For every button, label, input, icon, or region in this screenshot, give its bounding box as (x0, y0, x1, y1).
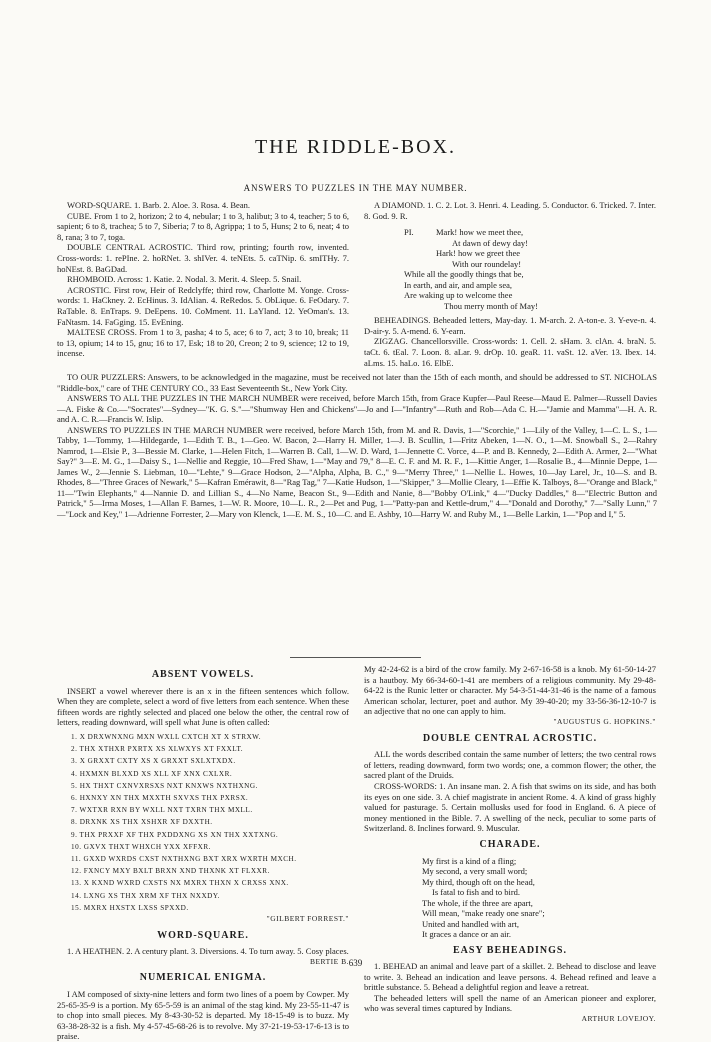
absent-vowels-author: "GILBERT FORREST." (266, 914, 349, 924)
numerical-enigma-text: I AM composed of sixty-nine letters and form two lines of a poem by Cowper. My 25-65-35-9 is a portion. My 65-5-59 is an animal of the stag kind. My 23-55-11-47 is to chop into small pieces. My 8-43-30-52 is departed. My 18-15-49 is to buzz. My 63-38-28-32 is a fish. My 4-57-45-68-26 is to revolve. My 37-21-19-53-17-6-13 is to praise. (57, 988, 349, 1042)
absent-vowels-list (57, 731, 349, 914)
easy-beheadings-heading: EASY BEHEADINGS. (453, 944, 567, 956)
list-item: 4. HXMXN BLXXD XS XLL XF XNX CXLXR. (71, 769, 233, 778)
answers-left-column (57, 200, 349, 359)
list-item: 9. THX PRXXF XF THX PXDDXNG XS XN THX XXTXNG. (71, 830, 279, 839)
pi-line: Hark! how we greet thee (436, 248, 521, 259)
list-item: 13. X KXND WXRD CXSTS NX MXRX THXN X CRXSS XNX. (71, 879, 289, 888)
list-item: 12. FXNCY MXY BXLT BRXN XND THXNK XT FLXXR. (71, 867, 270, 876)
absent-vowels-heading: ABSENT VOWELS. (151, 669, 255, 680)
list-item: 10. GXVX THXT WHXCH YXX XFFXR. (71, 842, 211, 851)
charade-line: United and handled with art, (422, 918, 520, 929)
page-title: THE RIDDLE-BOX. (254, 136, 457, 158)
pi-line: In earth, and air, and ample sea, (404, 279, 512, 290)
numerical-enigma-heading: NUMERICAL ENIGMA. (139, 972, 267, 984)
charade-line: Is fatal to fish and to bird. (432, 887, 521, 897)
word-square-text: 1. A HEATHEN. 2. A century plant. 3. Diversions. 4. To turn away. 5. Cosy places. (67, 946, 349, 957)
answer-cube: CUBE. From 1 to 2, horizon; 2 to 4, nebular; 1 to 3, halibut; 3 to 4, teacher; 5 to 6, sapient; 6 to 8, trachea; 5 to 7, Siberia; 7 to 8, Agrippa; 1 to 5, Huns; 2 to 6, neat; 4 to 8, rana; 3 to 7, toga. (57, 210, 349, 242)
easy-beheadings-text: 1. BEHEAD an animal and leave part of a skillet. 2. Behead to disclose and leave to write. 3. Behead an indication and leave persons. 4. Behead refined and leave a brittle substance. 5. Behead a delightful region and leave a retreat. (364, 961, 656, 993)
pi-line: Mark! how we meet thee, (436, 227, 524, 238)
pi-label: PI. (404, 227, 414, 238)
list-item: 14. LXNG XS THX XRM XF THX NXXDY. (71, 891, 220, 900)
notices (57, 372, 657, 519)
all-puzzles-answers: ANSWERS TO ALL THE PUZZLES IN THE MARCH NUMBER were received, before March 15th, from Grace Kupfer—Paul Reese—Maud E. Palmer—Russell Davies—A. Fiske & Co.—"Socrates"—Sydney—"K. G. S."—"Shumway Hen and Chickens"—Jo and I—"Infantry"—Ruth and Rob—Ada C. H.—"Jamie and Mamma"—H. A. R. and A. C. R.—Francis W. Islip. (57, 393, 657, 424)
answer-double-central-acrostic: DOUBLE CENTRAL ACROSTIC. Third row, printing; fourth row, invented. Cross-words: 1. rePIne. 2. hoRNet. 3. shIVer. 4. teNEts. 5. caTNip. 6. smITHy. 7. hoNEst. 8. BaGDad. (57, 242, 349, 274)
answer-zigzag: ZIGZAG. Chancellorsville. Cross-words: 1. Cell. 2. sHam. 3. clAn. 4. braN. 5. taCt. 6. tEal. 7. Loon. 8. aLar. 9. drOp. 10. geaR. 11. vaSt. 12. aVer. 13. Ibex. 14. aLms. 15. haLo. 16. ElbE. (364, 336, 656, 368)
charade-poem (364, 856, 656, 940)
list-item: 1. X DRXWNXNG MXN WXLL CXTCH XT X STRXW. (71, 732, 262, 741)
numerical-enigma-author: "AUGUSTUS G. HOPKINS." (553, 716, 656, 726)
pi-line: At dawn of dewy day! (452, 237, 529, 248)
word-square-heading: WORD-SQUARE. (157, 929, 249, 941)
charade-heading: CHARADE. (479, 838, 541, 850)
easy-beheadings-text-2: The beheaded letters will spell the name of an American pioneer and explorer, who was several times captured by Indians. (364, 992, 656, 1014)
pi-line: With our roundelay! (452, 258, 522, 269)
puzzles-left-column (57, 664, 349, 1042)
some-puzzles-answers: ANSWERS TO PUZZLES IN THE MARCH NUMBER were received, before March 15th, from M. and R. Davis, 1—"Scorchie," 1—Lily of the Valley, 1—C. L. S., 1—Tabby, 1—Tommy, 1—Hildegarde, 1—Edith T. B., 1—Geo. W. Bacon, 2—Harry H. Miller, 1—J. B. Scullin, 1—Fritz Abeken, 1—N. O., 1—M. Snowball S., 2—Rahry Namrod, 1—Elsie P., 3—Bessie M. Clarke, 1—Helen Fitch, 1—Warren B. Call, 1—W. D. Ward, 1—Jennette C. Vorce, 4—P. and B. Kennedy, 2—Edith A. Armer, 2—"What Say?" 3—E. M. G., 1—Daisy S., 1—Nellie and Reggie, 10—Fred Shaw, 1—"May and 79," 8—E. C. F. and M. R. F., 1—Kittie Anger, 1—Rosalie B., 4—Minnie Deppe, 1—James W., 2—Jennie S. Liebman, 10—"Lehte," 9—Grace Hodson, 2—"Alpha, Alpha, B. C.," 9—"Merry Three," 1—Nellie L. Howes, 10—Jay Larel, Jr., 10—S. and B. Rhodes, 8—"Three Graces of Newark," 5—Kafran Emérawit, 8—"Rag Tag," 7—Katie Hudson, 1—"Skipper," 3—Mollie Cleary, 1—Effie K. Talboys, 8—"Orange and Black," 11—"Twin Elephants," 4—Nannie D. and Lillian S., 4—No Name, Beacon St., 9—Edith and Nanie, 8—"Bobby O'Link," 4—"Ducky Daddles," 8—"Electric Button and Patrick," 5—Irma Moses, 1—Allan F. Barnes, 1—W. R. Moore, 10—L. R., 2—Pet and Pug, 1—"Patty-pan and Kettle-drum," 4—"Donald and Dorothy," 7—"Sally Lunn," 7—"Lock and Key," 1—Adrienne Forrester, 2—Mary von Klenck, 1—E. M. S., 10—C. and E. Ashby, 10—Harry W. and Ruby M., 1—Belle Larkin, 1—"Pop and I," 5. (57, 424, 657, 519)
list-item: 11. GXXD WXRDS CXST NXTHXNG BXT XRX WXRTH MXCH. (71, 855, 297, 863)
pi-line: Are waking up to welcome thee (404, 290, 513, 301)
answers-right-column (364, 200, 656, 368)
double-central-acrostic-heading: DOUBLE CENTRAL ACROSTIC. (422, 732, 598, 744)
list-item: 5. HX THXT CXNVXRSXS NXT KNXWS NXTHXNG. (71, 781, 258, 790)
charade-line: My third, though oft on the head, (422, 876, 535, 887)
charade-line: Will mean, "make ready one snare"; (422, 908, 545, 918)
double-central-acrostic-cross-words: CROSS-WORDS: 1. An insane man. 2. A fish that swims on its side, and has both its eyes on one side. 3. A chief magistrate in ancient Rome. 4. A kind of grass highly valued for pasturage. 5. Certain mollusks used for food in England. 6. A piece of money mentioned in the Bible. 7. A swelling of the neck, peculiar to some parts of Switzerland. 8. Inclines forward. 9. Muscular. (364, 780, 656, 834)
absent-vowels-intro: INSERT a vowel wherever there is an x in the fifteen sentences which follow. When they are complete, select a word of five letters from each sentence. When these fifteen words are rightly selected and placed one below the other, the central row of letters, reading downward, will spell what June is often called: (57, 685, 349, 728)
word-square-author: BERTIE B. (309, 956, 349, 966)
double-central-acrostic-text: ALL the words described contain the same number of letters; the two central rows of letters, reading downward, form two words; one, a common flower; the other, the sacred plant of the Druids. (364, 749, 656, 781)
numerical-enigma-continued: My 42-24-62 is a bird of the crow family. My 2-67-16-58 is a knob. My 61-50-14-27 is a hautboy. My 66-34-60-1-41 are members of a religious community. My 29-48-64-22 is the Runic letter or character. My 54-3-51-44-31-46 is the name of a famous American scholar, lecturer, poet and author. My 39-40-20; my 33-56-36-12-10-7 is an adjective that no one can apply to him. (364, 664, 656, 717)
charade-line: The whole, if the three are apart, (422, 897, 533, 908)
answer-maltese-cross: MALTESE CROSS. From 1 to 3, pasha; 4 to 5, ace; 6 to 7, act; 3 to 10, break; 11 to 13, opium; 14 to 15, gnu; 16 to 17, Esk; 18 to 20, Creon; 2 to 9, science; 12 to 19, incense. (57, 327, 349, 359)
charade-line: My first is a kind of a fling; (422, 855, 517, 866)
puzzlers-note: TO OUR PUZZLERS: Answers, to be acknowledged in the magazine, must be received not later than the 15th of each month, and should be addressed to ST. NICHOLAS "Riddle-box," care of THE CENTURY CO., 33 East Seventeenth St., New York City. (57, 372, 657, 393)
charade-line: My second, a very small word; (422, 866, 528, 876)
easy-beheadings-author: ARTHUR LOVEJOY. (581, 1014, 656, 1024)
answers-heading: ANSWERS TO PUZZLES IN THE MAY NUMBER. (243, 183, 468, 193)
answer-diamond: A DIAMOND. 1. C. 2. Lot. 3. Henri. 4. Leading. 5. Conductor. 6. Tricked. 7. Inter. 8. God. 9. R. (364, 200, 656, 221)
pi-line: Thou merry month of May! (444, 300, 538, 311)
puzzles-right-column (364, 664, 656, 1025)
list-item: 8. DRXNK XS THX XSHXR XF DXXTH. (71, 818, 213, 827)
answer-pi-poem (404, 227, 656, 311)
list-item: 7. WXTXR RXN BY WXLL NXT TXRN THX MXLL. (71, 806, 253, 815)
list-item: 2. THX XTHXR PXRTX XS XLWXYS XT FXXLT. (71, 745, 244, 754)
charade-line: It graces a dance or an air. (422, 929, 511, 939)
list-item: 3. X GRXXT CXTY XS X GRXXT SXLXTXDX. (71, 757, 236, 766)
answer-rhomboid: RHOMBOID. Across: 1. Katie. 2. Nodal. 3. Merit. 4. Sleep. 5. Snail. (67, 274, 302, 285)
answer-beheadings: BEHEADINGS. Beheaded letters, May-day. 1. M-arch. 2. A-ton-e. 3. Y-eve-n. 4. D-air-y. 5. A-mend. 6. Y-earn. (364, 315, 656, 336)
list-item: 15. MXRX HXSTX LXSS SPXXD. (71, 903, 189, 912)
section-divider (290, 657, 421, 658)
page-number: 639 (348, 958, 363, 968)
answer-acrostic: ACROSTIC. First row, Heir of Redclyffe; third row, Charlotte M. Yonge. Cross-words: 1. HaCkney. 2. EcHinus. 3. IdAlian. 4. ReRedos. 5. ObLique. 6. FeOdary. 7. RaTable. 8. EnTraps. 9. DeEpens. 10. CoMment. 11. LaYland. 12. YeOman's. 13. FaNtasm. 14. FaGging. 15. EvEning. (57, 284, 349, 327)
list-item: 6. HXNXY XN THX MXXTH SXVXS THX PXRSX. (71, 793, 249, 802)
pi-line: While all the goodly things that be, (404, 269, 524, 280)
answer-word-square: WORD-SQUARE. 1. Barb. 2. Aloe. 3. Rosa. 4. Bean. (67, 200, 250, 210)
